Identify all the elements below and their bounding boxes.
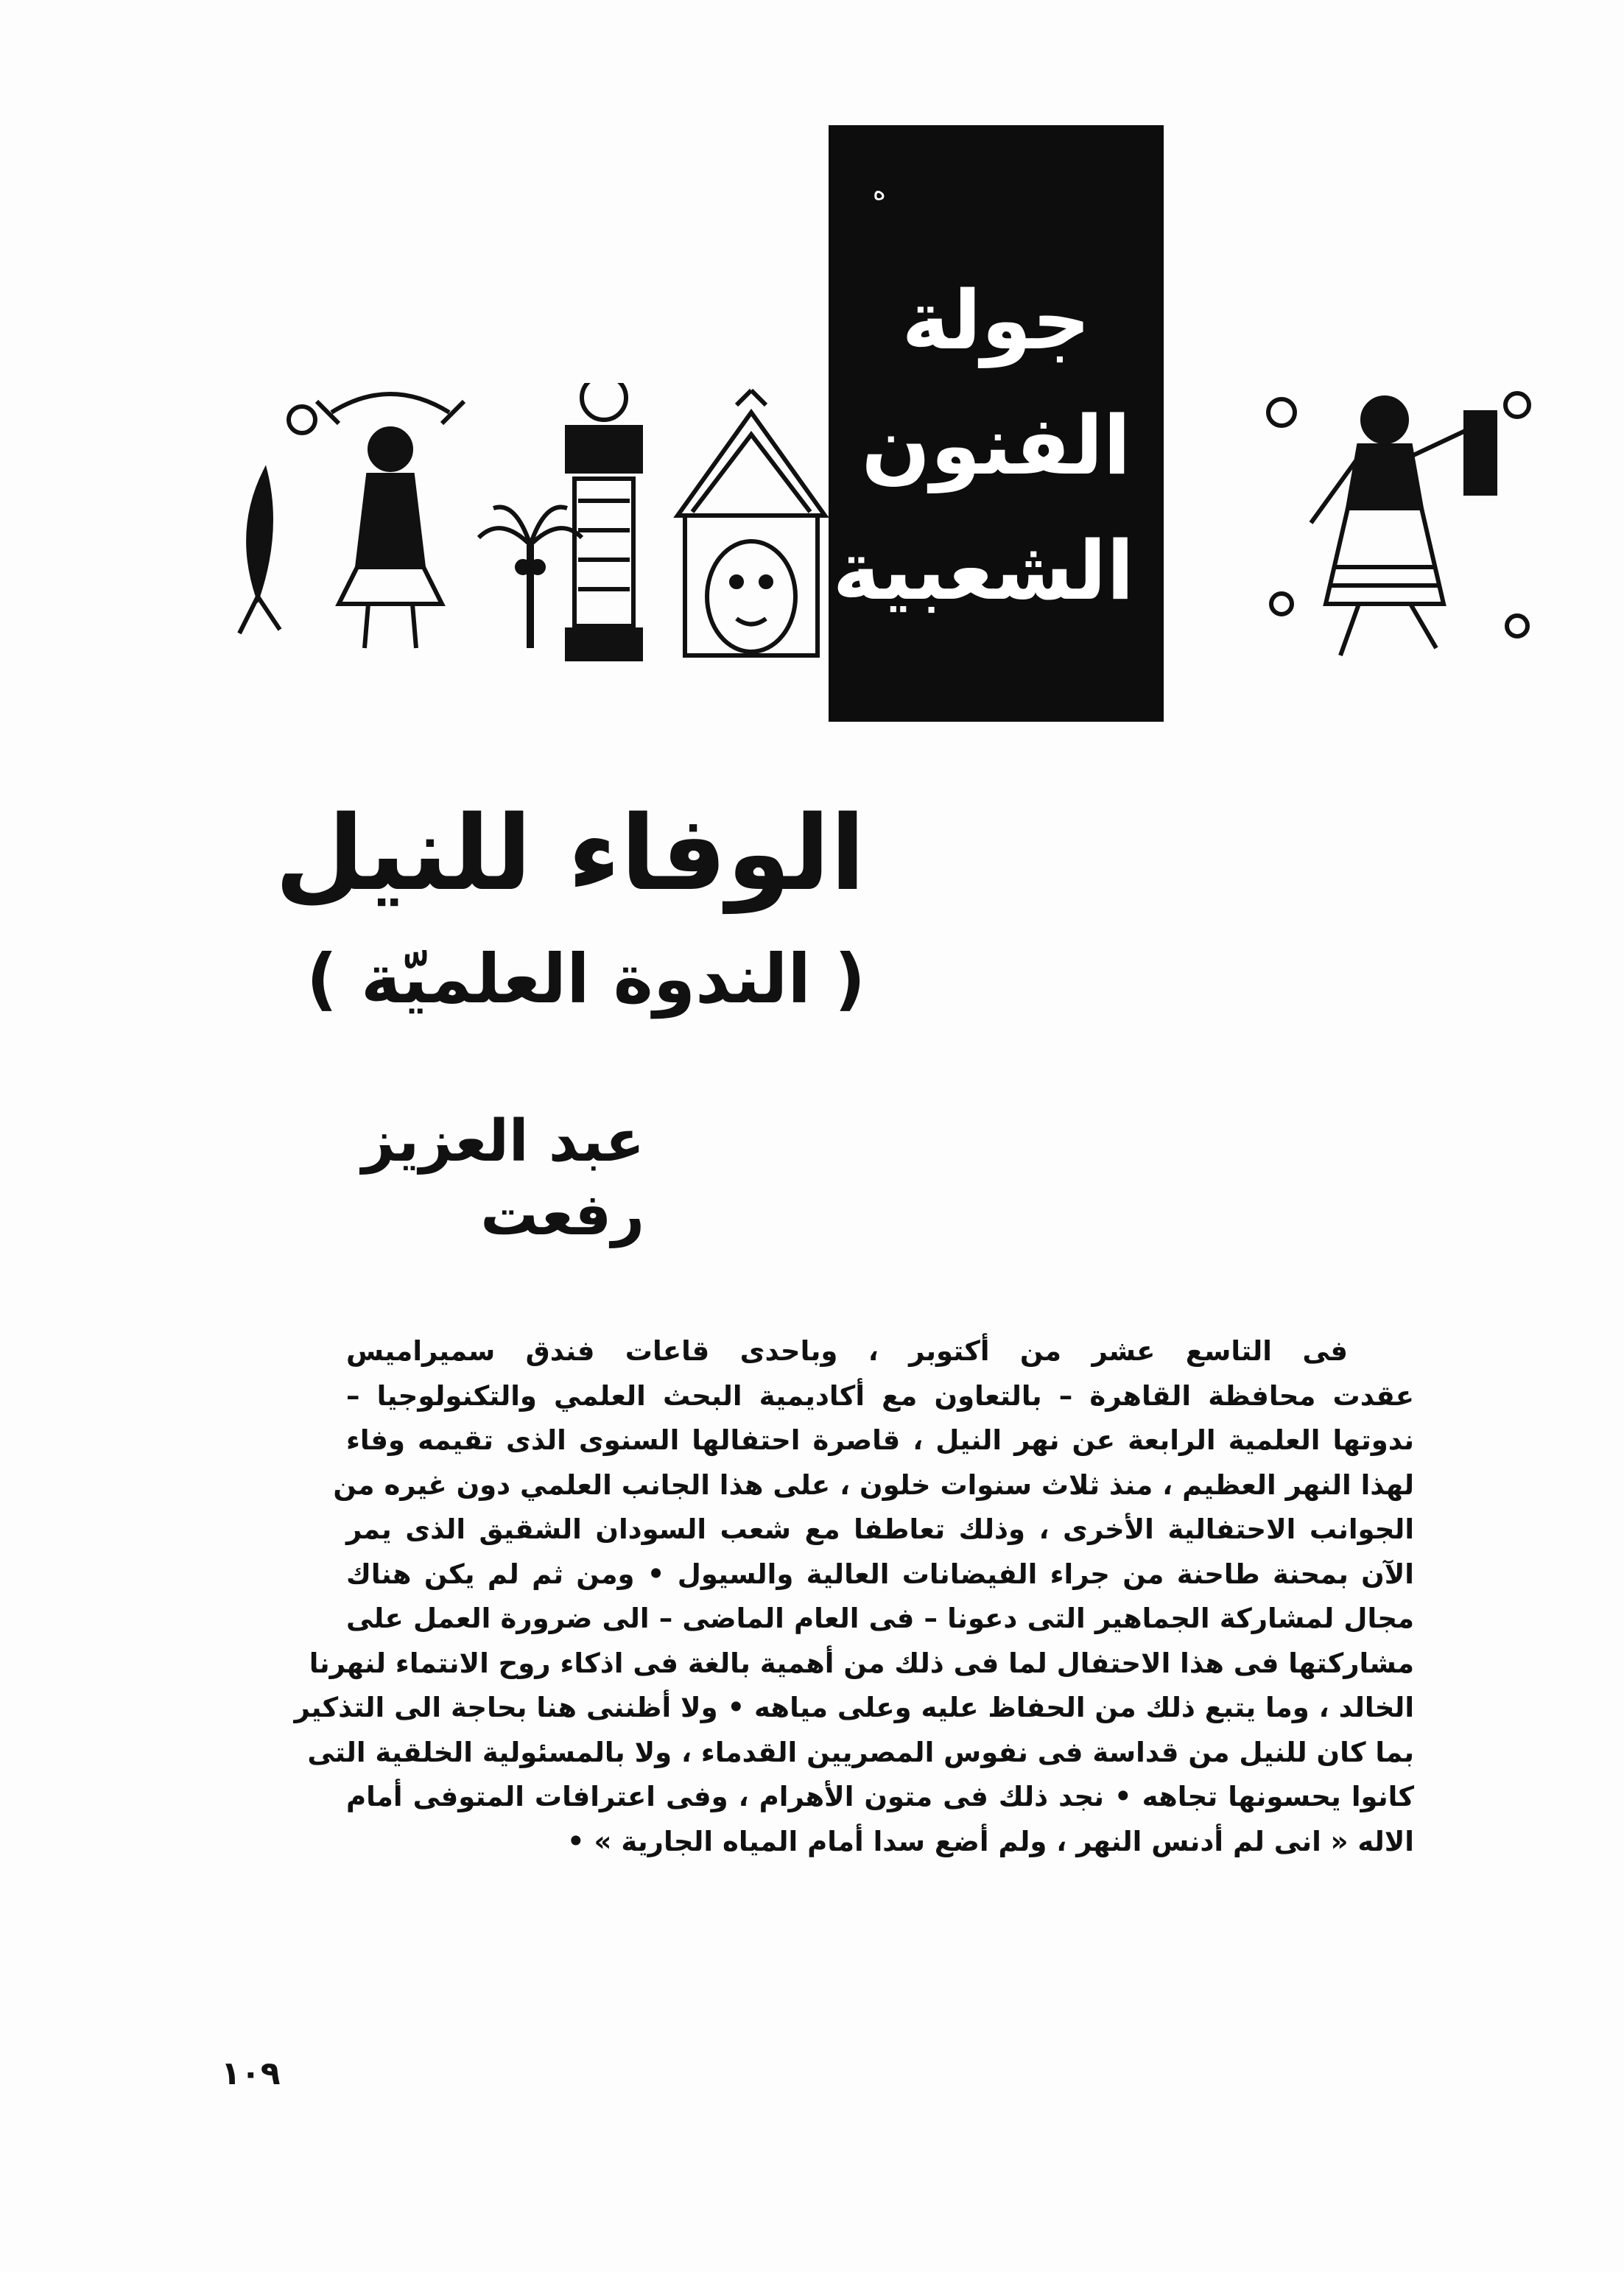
section-title-line: الفنون: [861, 398, 1131, 493]
palm-tree-icon: [479, 507, 582, 648]
article-title: الوفاء للنيل: [275, 794, 865, 914]
body-line: الخالد ، وما يتبع ذلك من الحفاظ عليه وعلى مياهه • ولا أظننى هنا بحاجة الى التذكير: [294, 1692, 1414, 1723]
section-heading-box: [829, 125, 1164, 722]
article-author: عبد العزيز رفعت: [362, 1108, 644, 1248]
body-line: ندوتها العلمية الرابعة عن نهر النيل ، قاصرة احتفالها السنوى الذى تقيمه وفاء: [346, 1424, 1414, 1456]
section-mark: ه: [873, 177, 886, 206]
body-line: الاله « انى لم أدنس النهر ، ولم أضع سدا أمام المياه الجارية » •: [567, 1825, 1414, 1857]
body-line: بما كان للنيل من قداسة فى نفوس المصريين القدماء ، ولا بالمسئولية الخلقية التى: [307, 1736, 1414, 1768]
fish-figure-icon: [239, 471, 280, 633]
page-number: ١٠٩: [221, 2055, 281, 2092]
body-line: كانوا يحسونها تجاهه • نجد ذلك فى متون الأهرام ، وفى اعترافات المتوفى أمام: [346, 1781, 1414, 1812]
house-face-icon: [678, 390, 825, 655]
body-line: الجوانب الاحتفالية الأخرى ، وذلك تعاطفا مع شعب السودان الشقيق الذى يمر: [346, 1513, 1414, 1545]
section-title-line: الشعبية: [832, 524, 1134, 618]
body-line: فى التاسع عشر من أكتوبر ، وباحدى قاعات فندق سميراميس: [346, 1335, 1348, 1367]
section-title-line: جولة: [901, 273, 1091, 367]
doll-figure-icon: [567, 383, 641, 659]
body-line: الآن بمحنة طاحنة من جراء الفيضانات العالية والسيول • ومن ثم لم يكن هناك: [346, 1558, 1414, 1590]
body-line: مجال لمشاركة الجماهير التى دعونا – فى العام الماضى – الى ضرورة العمل على: [346, 1603, 1414, 1634]
body-line: مشاركتها فى هذا الاحتفال لما فى ذلك من أهمية بالغة فى اذكاء روح الانتماء لنهرنا: [309, 1647, 1414, 1679]
section-title: [832, 258, 1134, 633]
dancer-figure-icon: [317, 394, 464, 648]
body-line: عقدت محافظة القاهرة – بالتعاون مع أكاديمية البحث العلمي والتكنولوجيا –: [346, 1379, 1414, 1412]
article-subtitle: ( الندوة العلميّة ): [306, 940, 865, 1019]
article-body: [294, 1329, 1414, 1864]
body-line: لهذا النهر العظيم ، منذ ثلاث سنوات خلون ، على هذا الجانب العلمي دون غيره من: [333, 1469, 1414, 1501]
woman-figure-icon: [1311, 398, 1495, 655]
